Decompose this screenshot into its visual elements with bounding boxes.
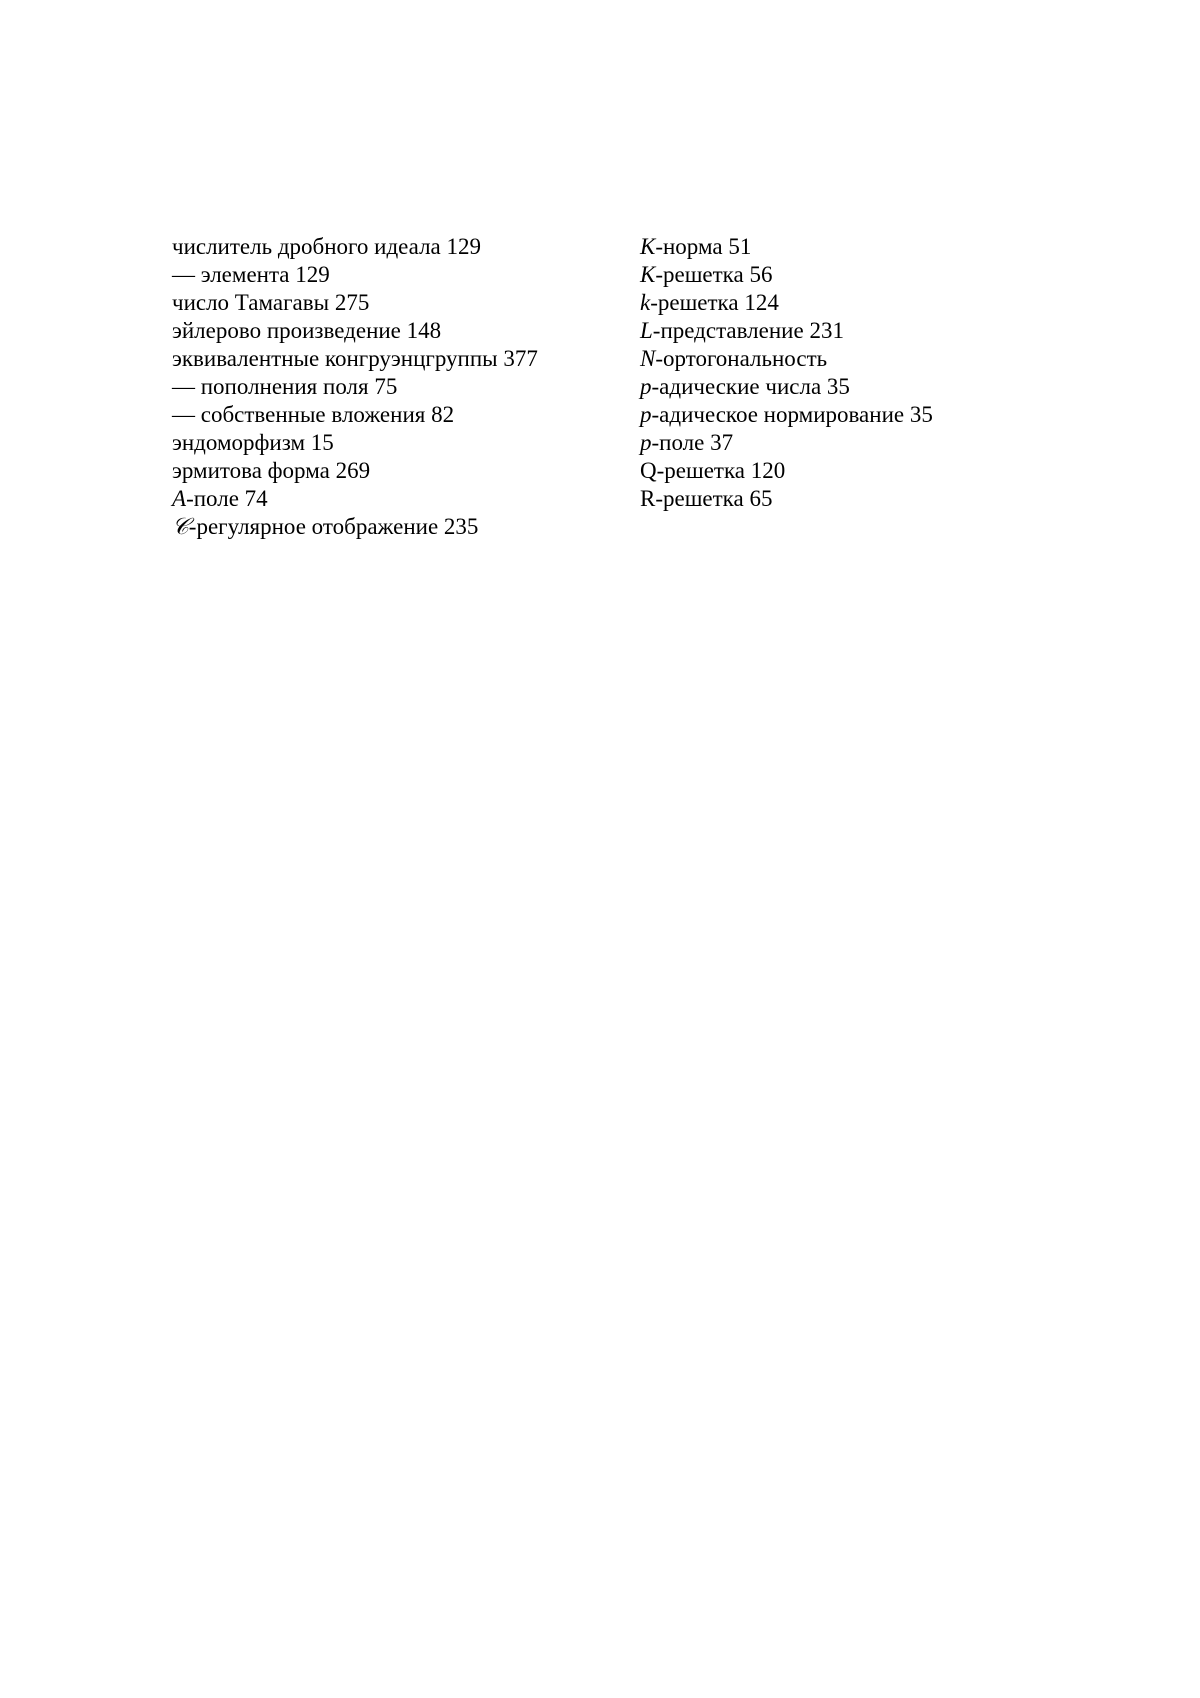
index-page-number: 56: [749, 262, 773, 287]
index-term: -норма: [655, 234, 723, 259]
index-term: Q-решетка: [640, 458, 745, 483]
index-term-prefix: L: [640, 318, 653, 343]
index-term: -решетка: [655, 262, 744, 287]
index-page-number: 35: [909, 402, 933, 427]
index-entry: [640, 457, 933, 485]
index-entry: [172, 373, 538, 401]
index-page-number: 231: [809, 318, 844, 343]
index-term-prefix: K: [640, 262, 656, 287]
index-page-number: 377: [503, 346, 538, 371]
index-term: числитель дробного идеала: [172, 234, 441, 259]
index-page-number: 74: [244, 486, 268, 511]
index-term: -ортогональность: [655, 346, 828, 371]
index-term: -решетка: [650, 290, 739, 315]
index-page-number: 82: [431, 402, 455, 427]
index-entry: [172, 429, 538, 457]
index-term-prefix: k: [640, 290, 651, 315]
index-term: -поле: [651, 430, 705, 455]
index-entry: [640, 373, 933, 401]
index-term-prefix: K: [640, 234, 656, 259]
index-entry: [640, 429, 933, 457]
index-page-number: 65: [749, 486, 773, 511]
index-entry: [640, 401, 933, 429]
index-page-number: 235: [443, 514, 479, 539]
index-term: эйлерово произведение: [172, 318, 401, 343]
index-entry: [172, 233, 538, 261]
index-term: -представление: [652, 318, 804, 343]
index-term-prefix: p: [640, 430, 652, 455]
index-page-number: 129: [295, 262, 330, 287]
index-entry: [640, 233, 933, 261]
index-page-number: 37: [710, 430, 734, 455]
index-entry: [172, 485, 538, 513]
index-term: — собственные вложения: [172, 402, 426, 427]
index-page-number: 129: [446, 234, 482, 259]
index-entry: [172, 401, 538, 429]
index-term-prefix: 𝒞: [172, 514, 189, 539]
index-entry: [172, 289, 538, 317]
index-column-left: [172, 233, 538, 541]
index-term-prefix: N: [640, 346, 656, 371]
index-entry: [172, 457, 538, 485]
index-entry: [640, 289, 933, 317]
index-entry: [172, 345, 538, 373]
index-page-number: 51: [728, 234, 752, 259]
index-term: эквивалентные конгруэнцгруппы: [172, 346, 498, 371]
index-page-number: 275: [334, 290, 370, 315]
index-page-number: 15: [310, 430, 334, 455]
index-entry: [640, 317, 933, 345]
index-term: -адическое нормирование: [651, 402, 905, 427]
index-term: эндоморфизм: [172, 430, 306, 455]
index-page-number: 120: [750, 458, 786, 483]
index-entry: [172, 513, 538, 541]
index-term-prefix: p: [640, 402, 652, 427]
index-page-number: 35: [826, 374, 850, 399]
index-entry: [172, 261, 538, 289]
index-page-number: 124: [744, 290, 779, 315]
index-page-number: 269: [335, 458, 371, 483]
index-entry: [172, 317, 538, 345]
index-page-number: 75: [374, 374, 398, 399]
index-term-prefix: p: [640, 374, 652, 399]
index-entry: [640, 485, 933, 513]
index-term: -поле: [186, 486, 239, 511]
index-term-prefix: A: [172, 486, 187, 511]
index-page-number: 148: [406, 318, 442, 343]
index-column-right: [640, 233, 933, 513]
index-term: -адические числа: [651, 374, 822, 399]
index-term: эрмитова форма: [172, 458, 330, 483]
index-term: число Тамагавы: [172, 290, 330, 315]
index-term: -регулярное отображение: [188, 514, 439, 539]
index-term: — пополнения поля: [172, 374, 369, 399]
index-entry: [640, 345, 933, 373]
index-term: R-решетка: [640, 486, 744, 511]
index-entry: [640, 261, 933, 289]
index-term: — элемента: [172, 262, 290, 287]
